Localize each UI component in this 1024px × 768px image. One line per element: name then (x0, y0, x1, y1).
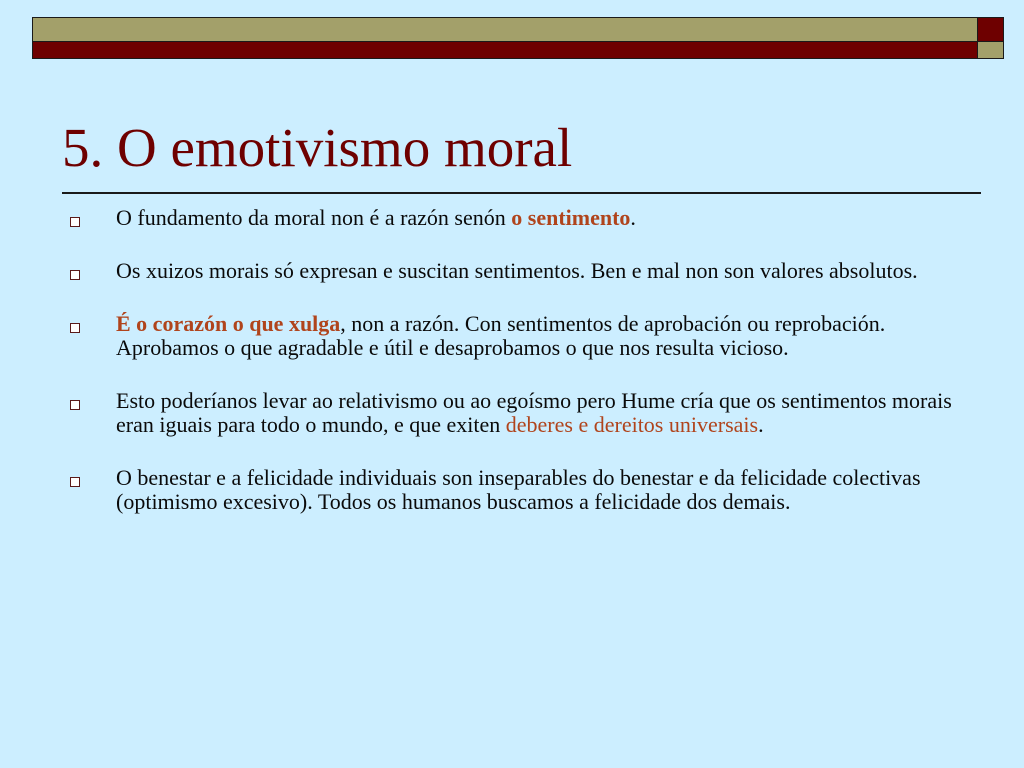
bullet-4-highlight: deberes e dereitos universais (505, 412, 759, 437)
bullet-item-1 (62, 206, 962, 230)
bullet-1-highlight: o sentimento (511, 205, 631, 230)
bullet-3-text: , non a razón. Con sentimentos de aprobación ou reprobación. Aprobamos o que agradable e útil e desaprobamos o que nos resulta vicioso. (116, 311, 886, 360)
bullet-4-text: Esto poderíanos levar ao relativismo ou ao egoísmo pero Hume cría que os sentimentos morais eran iguais para todo o mundo, e que exiten (116, 388, 952, 437)
hollow-square-icon (70, 400, 80, 410)
header-red-square (977, 17, 1004, 42)
bullet-1-end: . (630, 205, 636, 230)
bullet-item-2 (62, 259, 962, 283)
bullet-5-text: O benestar e a felicidade individuais son inseparables do benestar e da felicidade colectivas (optimismo excesivo). Todos os humanos buscamos a felicidade dos demais. (116, 465, 921, 514)
bullet-1-text: O fundamento da moral non é a razón senón (116, 205, 512, 230)
header-olive-square (977, 41, 1004, 59)
hollow-square-icon (70, 217, 80, 227)
bullet-3-highlight: É o corazón o que xulga (116, 311, 341, 336)
slide-title: 5. O emotivismo moral (62, 117, 573, 178)
bullet-item-4 (62, 389, 962, 437)
bullet-4-end: . (758, 412, 764, 437)
header-olive-bar (32, 17, 978, 42)
hollow-square-icon (70, 477, 80, 487)
bullet-item-3 (62, 312, 962, 360)
bullet-2-text: Os xuizos morais só expresan e suscitan sentimentos. Ben e mal non son valores absolutos. (116, 258, 918, 283)
hollow-square-icon (70, 270, 80, 280)
bullet-list (62, 206, 962, 543)
header-red-bar (32, 41, 978, 59)
hollow-square-icon (70, 323, 80, 333)
title-underline (62, 192, 981, 194)
bullet-item-5 (62, 466, 962, 514)
